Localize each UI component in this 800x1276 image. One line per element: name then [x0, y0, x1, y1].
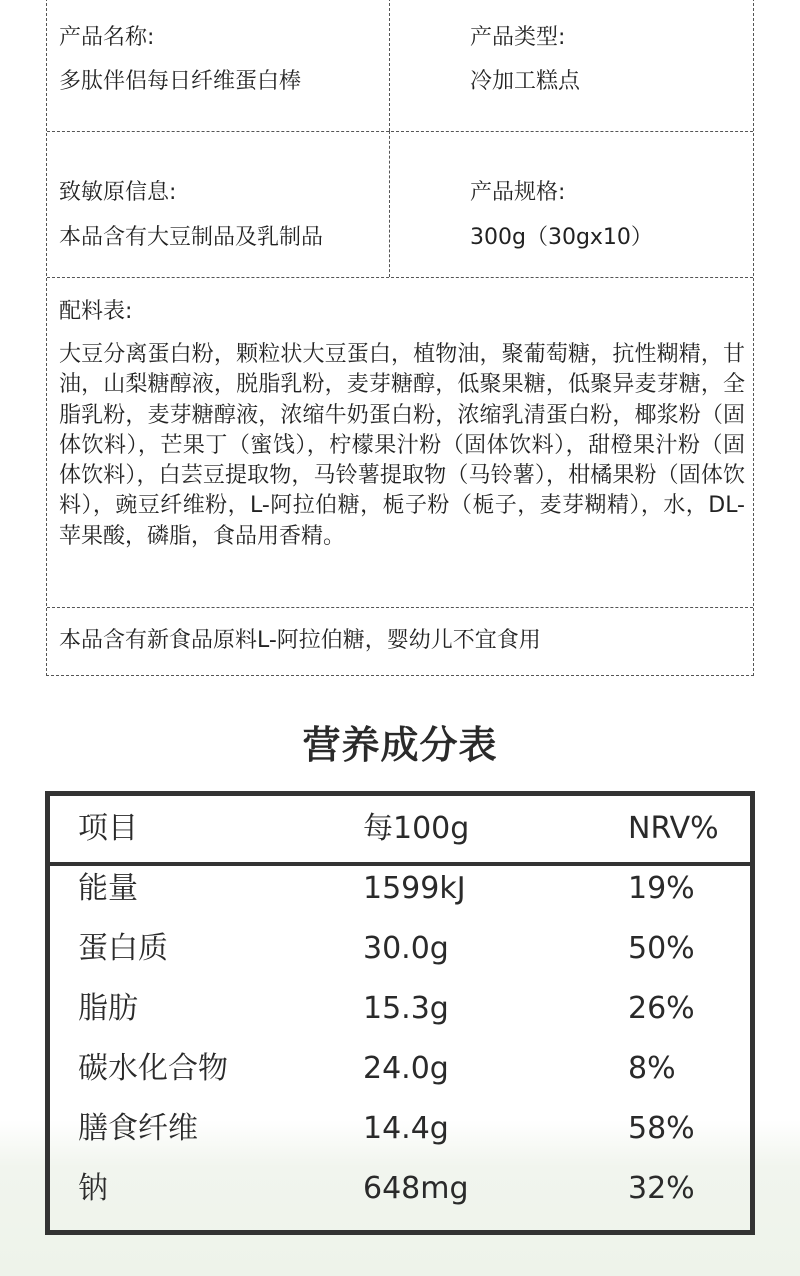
product-name-label: 产品名称:: [59, 25, 155, 50]
column-divider-middle: [389, 131, 390, 277]
row-fat-value: 15.3g: [363, 991, 449, 1026]
allergen-value: 本品含有大豆制品及乳制品: [59, 225, 324, 250]
row-energy-value: 1599kJ: [363, 871, 466, 906]
row-protein-nrv: 50%: [628, 931, 695, 966]
ingredients-label: 配料表:: [59, 299, 133, 324]
header-item: 项目: [78, 811, 138, 846]
product-spec-label: 产品规格:: [470, 180, 566, 205]
row-fat-item: 脂肪: [78, 991, 138, 1026]
product-info-table: [46, 0, 754, 676]
row-divider-1: [47, 131, 753, 132]
row-protein-value: 30.0g: [363, 931, 449, 966]
row-divider-2: [47, 277, 753, 278]
row-protein-item: 蛋白质: [78, 931, 168, 966]
product-spec-value: 300g（30gx10）: [470, 225, 653, 250]
ingredients-list: 大豆分离蛋白粉，颗粒状大豆蛋白，植物油，聚葡萄糖，抗性糊精，甘油，山梨糖醇液，脱脂乳粉，麦芽糖醇，低聚果糖，低聚异麦芽糖，全脂乳粉，麦芽糖醇液，浓缩牛奶蛋白粉，浓缩乳清蛋白粉，椰浆粉（固体饮料），芒果丁（蜜饯），柠檬果汁粉（固体饮料），甜橙果汁粉（固体饮料），白芸豆提取物，马铃薯提取物（马铃薯），柑橘果粉（固体饮料），豌豆纤维粉，L-阿拉伯糖，栀子粉（栀子，麦芽糊精），水，DL-苹果酸，磷脂，食品用香精。: [59, 342, 745, 549]
row-carbohydrate-value: 24.0g: [363, 1051, 449, 1086]
product-name-value: 多肽伴侣每日纤维蛋白棒: [59, 69, 302, 94]
row-carbohydrate-item: 碳水化合物: [78, 1051, 228, 1086]
row-fat-nrv: 26%: [628, 991, 695, 1026]
header-rule: [50, 862, 750, 866]
row-dietary-fiber-value: 14.4g: [363, 1111, 449, 1146]
row-dietary-fiber-item: 膳食纤维: [78, 1111, 198, 1146]
new-ingredient-notice: 本品含有新食品原料L-阿拉伯糖，婴幼儿不宜食用: [59, 628, 541, 653]
row-energy-nrv: 19%: [628, 871, 695, 906]
nutrition-table: [45, 791, 755, 1235]
row-divider-3: [47, 607, 753, 608]
allergen-label: 致敏原信息:: [59, 180, 177, 205]
row-carbohydrate-nrv: 8%: [628, 1051, 676, 1086]
product-type-label: 产品类型:: [470, 25, 566, 50]
row-sodium-item: 钠: [78, 1171, 108, 1206]
row-energy-item: 能量: [78, 871, 138, 906]
row-dietary-fiber-nrv: 58%: [628, 1111, 695, 1146]
column-divider-top: [389, 0, 390, 131]
row-sodium-value: 648mg: [363, 1171, 469, 1206]
header-nrv: NRV%: [628, 811, 719, 846]
header-per-100g: 每100g: [363, 811, 470, 846]
product-type-value: 冷加工糕点: [470, 69, 581, 94]
row-sodium-nrv: 32%: [628, 1171, 695, 1206]
nutrition-table-title: 营养成分表: [302, 723, 498, 767]
